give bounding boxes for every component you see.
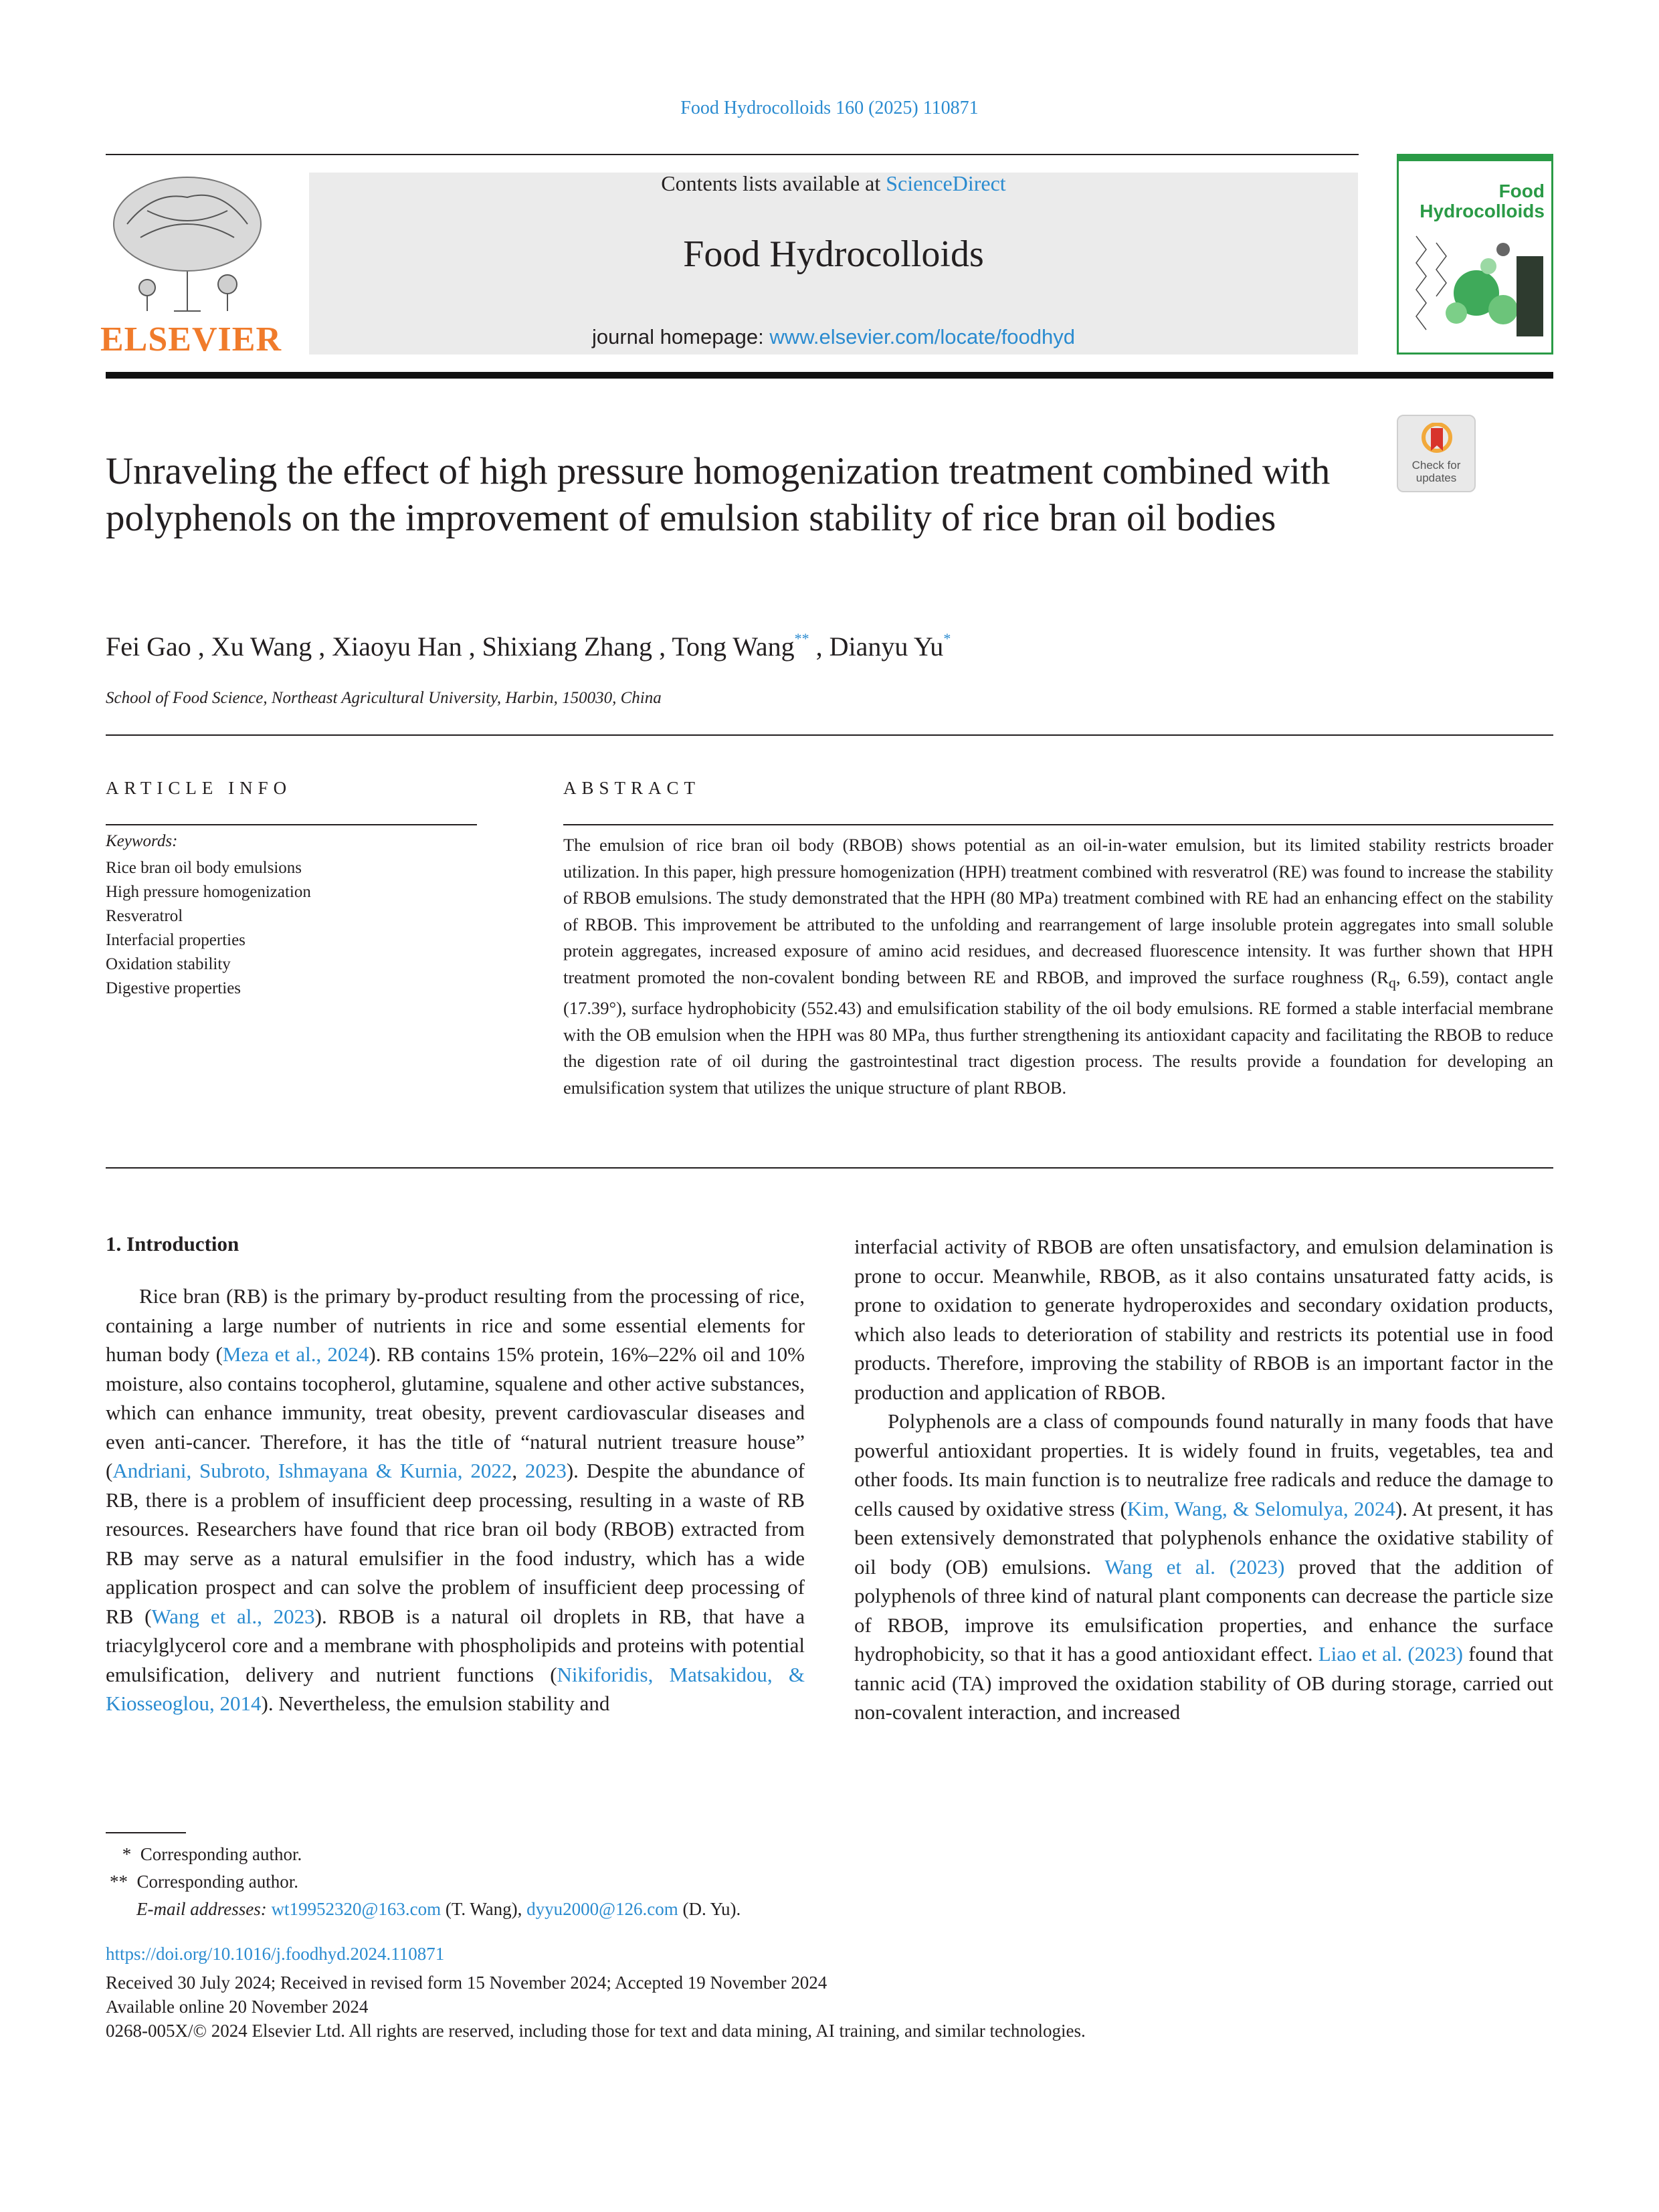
author-name[interactable]: Dianyu Yu — [829, 631, 944, 662]
citation-link[interactable]: Andriani, Subroto, Ishmayana & Kurnia, 2022 — [112, 1459, 512, 1482]
footnote-rule — [106, 1832, 186, 1833]
cover-title-line2: Hydrocolloids — [1420, 201, 1545, 221]
sciencedirect-link[interactable]: ScienceDirect — [886, 171, 1006, 195]
email-footnote — [106, 1896, 741, 1923]
introduction-heading: 1. Introduction — [106, 1232, 239, 1255]
email-link[interactable]: wt19952320@163.com — [271, 1899, 442, 1919]
author-list — [106, 630, 951, 662]
keyword: Oxidation stability — [106, 955, 231, 973]
received-dates: Received 30 July 2024; Received in revised form 15 November 2024; Accepted 19 November 2024 — [106, 1973, 827, 1993]
abstract-rule — [563, 824, 1553, 825]
journal-citation-link[interactable]: Food Hydrocolloids 160 (2025) 110871 — [680, 98, 979, 118]
citation-link[interactable]: Wang et al., 2023 — [151, 1604, 315, 1628]
author-separator: , — [191, 631, 211, 662]
article-history — [106, 1971, 1086, 2043]
abstract-part: , 6.59), contact angle (17.39°), surface hydrophobicity (552.43) and emulsification stability of the oil body emulsions. RE formed a stable interfacial membrane with the OB emulsion when the HPH was 80 MPa, thus further strengthening its antioxidant capacity and facilitating the RBOB to reduce the digestion rate of oil during the gastrointestinal tract digestion process. The results provide a foundation for developing an emulsification system that utilizes the unique structure of plant RBOB. — [563, 967, 1553, 1098]
email-owner: (T. Wang), — [441, 1899, 527, 1919]
check-for-updates-button[interactable] — [1397, 415, 1476, 492]
citation-link[interactable]: Kim, Wang, & Selomulya, 2024 — [1127, 1496, 1395, 1520]
author-name[interactable]: Tong Wang — [672, 631, 795, 662]
author-separator: , — [312, 631, 332, 662]
corresponding-author-mark[interactable]: ** — [794, 630, 809, 647]
bookmark-icon — [1422, 423, 1452, 456]
abstract-part: The emulsion of rice bran oil body (RBOB) shows potential as an oil-in-water emulsion, but its limited stability restricts broader utilization. In this paper, high pressure homogenization (HPH) treatment combined with resveratrol (RE) was found to increase the stability of RBOB emulsions. The study demonstrated that the HPH (80 MPa) treatment combined with RE had an enhancing effect on the stability of RBOB. This improvement be attributed to the unfolding and rearrangement of large insoluble protein aggregates into small soluble protein aggregates, increased exposure of amino acid residues, and decreased fluorescence intensity. It was further shown that HPH treatment promoted the non-covalent bonding between RE and RBOB, and improved the surface roughness (R — [563, 835, 1553, 987]
check-updates-line2: updates — [1416, 472, 1457, 484]
citation-link[interactable]: Wang et al. (2023) — [1104, 1554, 1285, 1579]
abstract-heading: ABSTRACT — [563, 778, 701, 798]
citation-link[interactable]: Liao et al. (2023) — [1318, 1642, 1463, 1666]
text-run: found that tannic acid (TA) improved the oxidation stability of OB during storage, carried out non-covalent interaction, and increased — [854, 1642, 1553, 1724]
email-link[interactable]: dyyu2000@126.com — [526, 1899, 678, 1919]
intro-paragraph — [854, 1407, 1553, 1727]
text-run: ). At present, it has been extensively demonstrated that polyphenols enhance the oxidative stability of oil body (OB) emulsions. — [854, 1496, 1553, 1579]
abstract-subscript: q — [1388, 973, 1396, 991]
check-updates-label — [1398, 459, 1474, 484]
footnotes — [106, 1841, 741, 1923]
article-info-rule — [106, 824, 477, 825]
text-run: ). RB contains 15% protein, 16%–22% oil and 10% moisture, also contains tocopherol, glutamine, squalene and other active substances, which can enhance immunity, treat obesity, prevent cardiovascular diseases and even anti-cancer. Therefore, it has the title of “natural nutrient treasure house” ( — [106, 1342, 805, 1482]
copyright: 0268-005X/© 2024 Elsevier Ltd. All rights are reserved, including those for text and data mining, AI training, and similar technologies. — [106, 2021, 1086, 2041]
homepage-prefix: journal homepage: — [591, 325, 770, 348]
email-label: E-mail addresses: — [136, 1899, 272, 1919]
citation-link[interactable]: Meza et al., 2024 — [222, 1342, 369, 1366]
doi-link[interactable]: https://doi.org/10.1016/j.foodhyd.2024.110871 — [106, 1944, 445, 1964]
keyword: Digestive properties — [106, 979, 241, 997]
check-updates-line1: Check for — [1411, 459, 1461, 472]
keywords-list — [106, 856, 311, 1001]
keyword: Rice bran oil body emulsions — [106, 859, 302, 877]
cover-molecule-art — [1403, 229, 1549, 350]
citation-link[interactable]: 2023 — [524, 1459, 567, 1482]
homepage-line — [309, 325, 1358, 349]
cover-top-band — [1399, 156, 1551, 161]
article-info-heading: ARTICLE INFO — [106, 778, 292, 798]
journal-cover-thumbnail[interactable] — [1397, 154, 1553, 355]
author-name[interactable]: Fei Gao — [106, 631, 191, 662]
corresponding-author-mark[interactable]: * — [943, 630, 951, 647]
text-run: Rice bran (RB) is the primary by-product resulting from the processing of rice, containing a large number of nutrients in rice and some essential elements for human body ( — [106, 1284, 805, 1366]
available-online: Available online 20 November 2024 — [106, 1997, 369, 2017]
author-name[interactable]: Shixiang Zhang — [482, 631, 653, 662]
author-name[interactable]: Xiaoyu Han — [332, 631, 462, 662]
body-column-left — [106, 1282, 805, 1718]
journal-title: Food Hydrocolloids — [683, 233, 984, 275]
text-run: ). Nevertheless, the emulsion stability and — [261, 1692, 610, 1715]
keyword: Interfacial properties — [106, 931, 246, 949]
footnote: ** Corresponding author. — [110, 1872, 298, 1892]
section-rule — [106, 734, 1553, 736]
contents-prefix: Contents lists available at — [661, 171, 886, 195]
author-separator: , — [462, 631, 482, 662]
header-thick-rule — [106, 372, 1553, 379]
elsevier-wordmark: ELSEVIER — [100, 320, 282, 359]
cover-title-line1: Food — [1498, 181, 1545, 201]
text-run: ). RBOB is a natural oil droplets in RB, that have a triacylglycerol core and a membrane with phospholipids and proteins with potential emulsification, delivery and nutrient functions ( — [106, 1604, 805, 1686]
author-name[interactable]: Xu Wang — [211, 631, 312, 662]
contents-line — [309, 171, 1358, 196]
homepage-link[interactable]: www.elsevier.com/locate/foodhyd — [769, 325, 1076, 348]
text-run: Polyphenols are a class of compounds found naturally in many foods that have powerful antioxidant properties. It is widely found in fruits, vegetables, tea and other foods. Its main function is to neutralize free radicals and reduce the damage to cells caused by oxidative stress ( — [854, 1409, 1553, 1520]
text-run: proved that the addition of polyphenols of three kind of natural plant components can decrease the particle size of RBOB, improve its emulsification properties, and enhance the surface hydrophobicity, so that it has a good antioxidant effect. — [854, 1554, 1553, 1666]
author-separator: , — [652, 631, 672, 662]
keywords-label: Keywords: — [106, 832, 178, 850]
keyword: Resveratrol — [106, 907, 183, 925]
intro-paragraph-continued: interfacial activity of RBOB are often unsatisfactory, and emulsion delamination is prone to occur. Meanwhile, RBOB, as it also contains unsaturated fatty acids, is prone to oxidation to generate hydroperoxides and secondary oxidation products, which also leads to deterioration of stability and restricts its potential use in food products. Therefore, improving the stability of RBOB is an important factor in the production and application of RBOB. — [854, 1235, 1553, 1404]
text-run: ). Despite the abundance of RB, there is a problem of insufficient deep processing, resulting in a waste of RB resources. Researchers have found that rice bran oil body (RBOB) extracted from RB may serve as a natural emulsifier in the food industry, which has a wide application prospect and can solve the problem of insufficient deep processing of RB ( — [106, 1459, 805, 1628]
article-title: Unraveling the effect of high pressure homogenization treatment combined with polyphenols on the improvement of emulsion stability of rice bran oil bodies — [106, 450, 1331, 539]
email-owner: (D. Yu). — [678, 1899, 741, 1919]
affiliation: School of Food Science, Northeast Agricultural University, Harbin, 150030, China — [106, 689, 662, 707]
author-separator: , — [809, 631, 830, 662]
top-rule — [106, 154, 1359, 155]
keyword: High pressure homogenization — [106, 883, 311, 901]
abstract-text — [563, 832, 1553, 1101]
body-column-right — [854, 1232, 1553, 1727]
text-run: , — [512, 1459, 525, 1482]
footnote: * Corresponding author. — [118, 1844, 302, 1864]
section-rule — [106, 1167, 1553, 1169]
citation-link[interactable]: Nikiforidis, Matsakidou, & Kiosseoglou, 2014 — [106, 1662, 805, 1715]
intro-paragraph — [106, 1282, 805, 1718]
cover-title — [1420, 181, 1545, 221]
